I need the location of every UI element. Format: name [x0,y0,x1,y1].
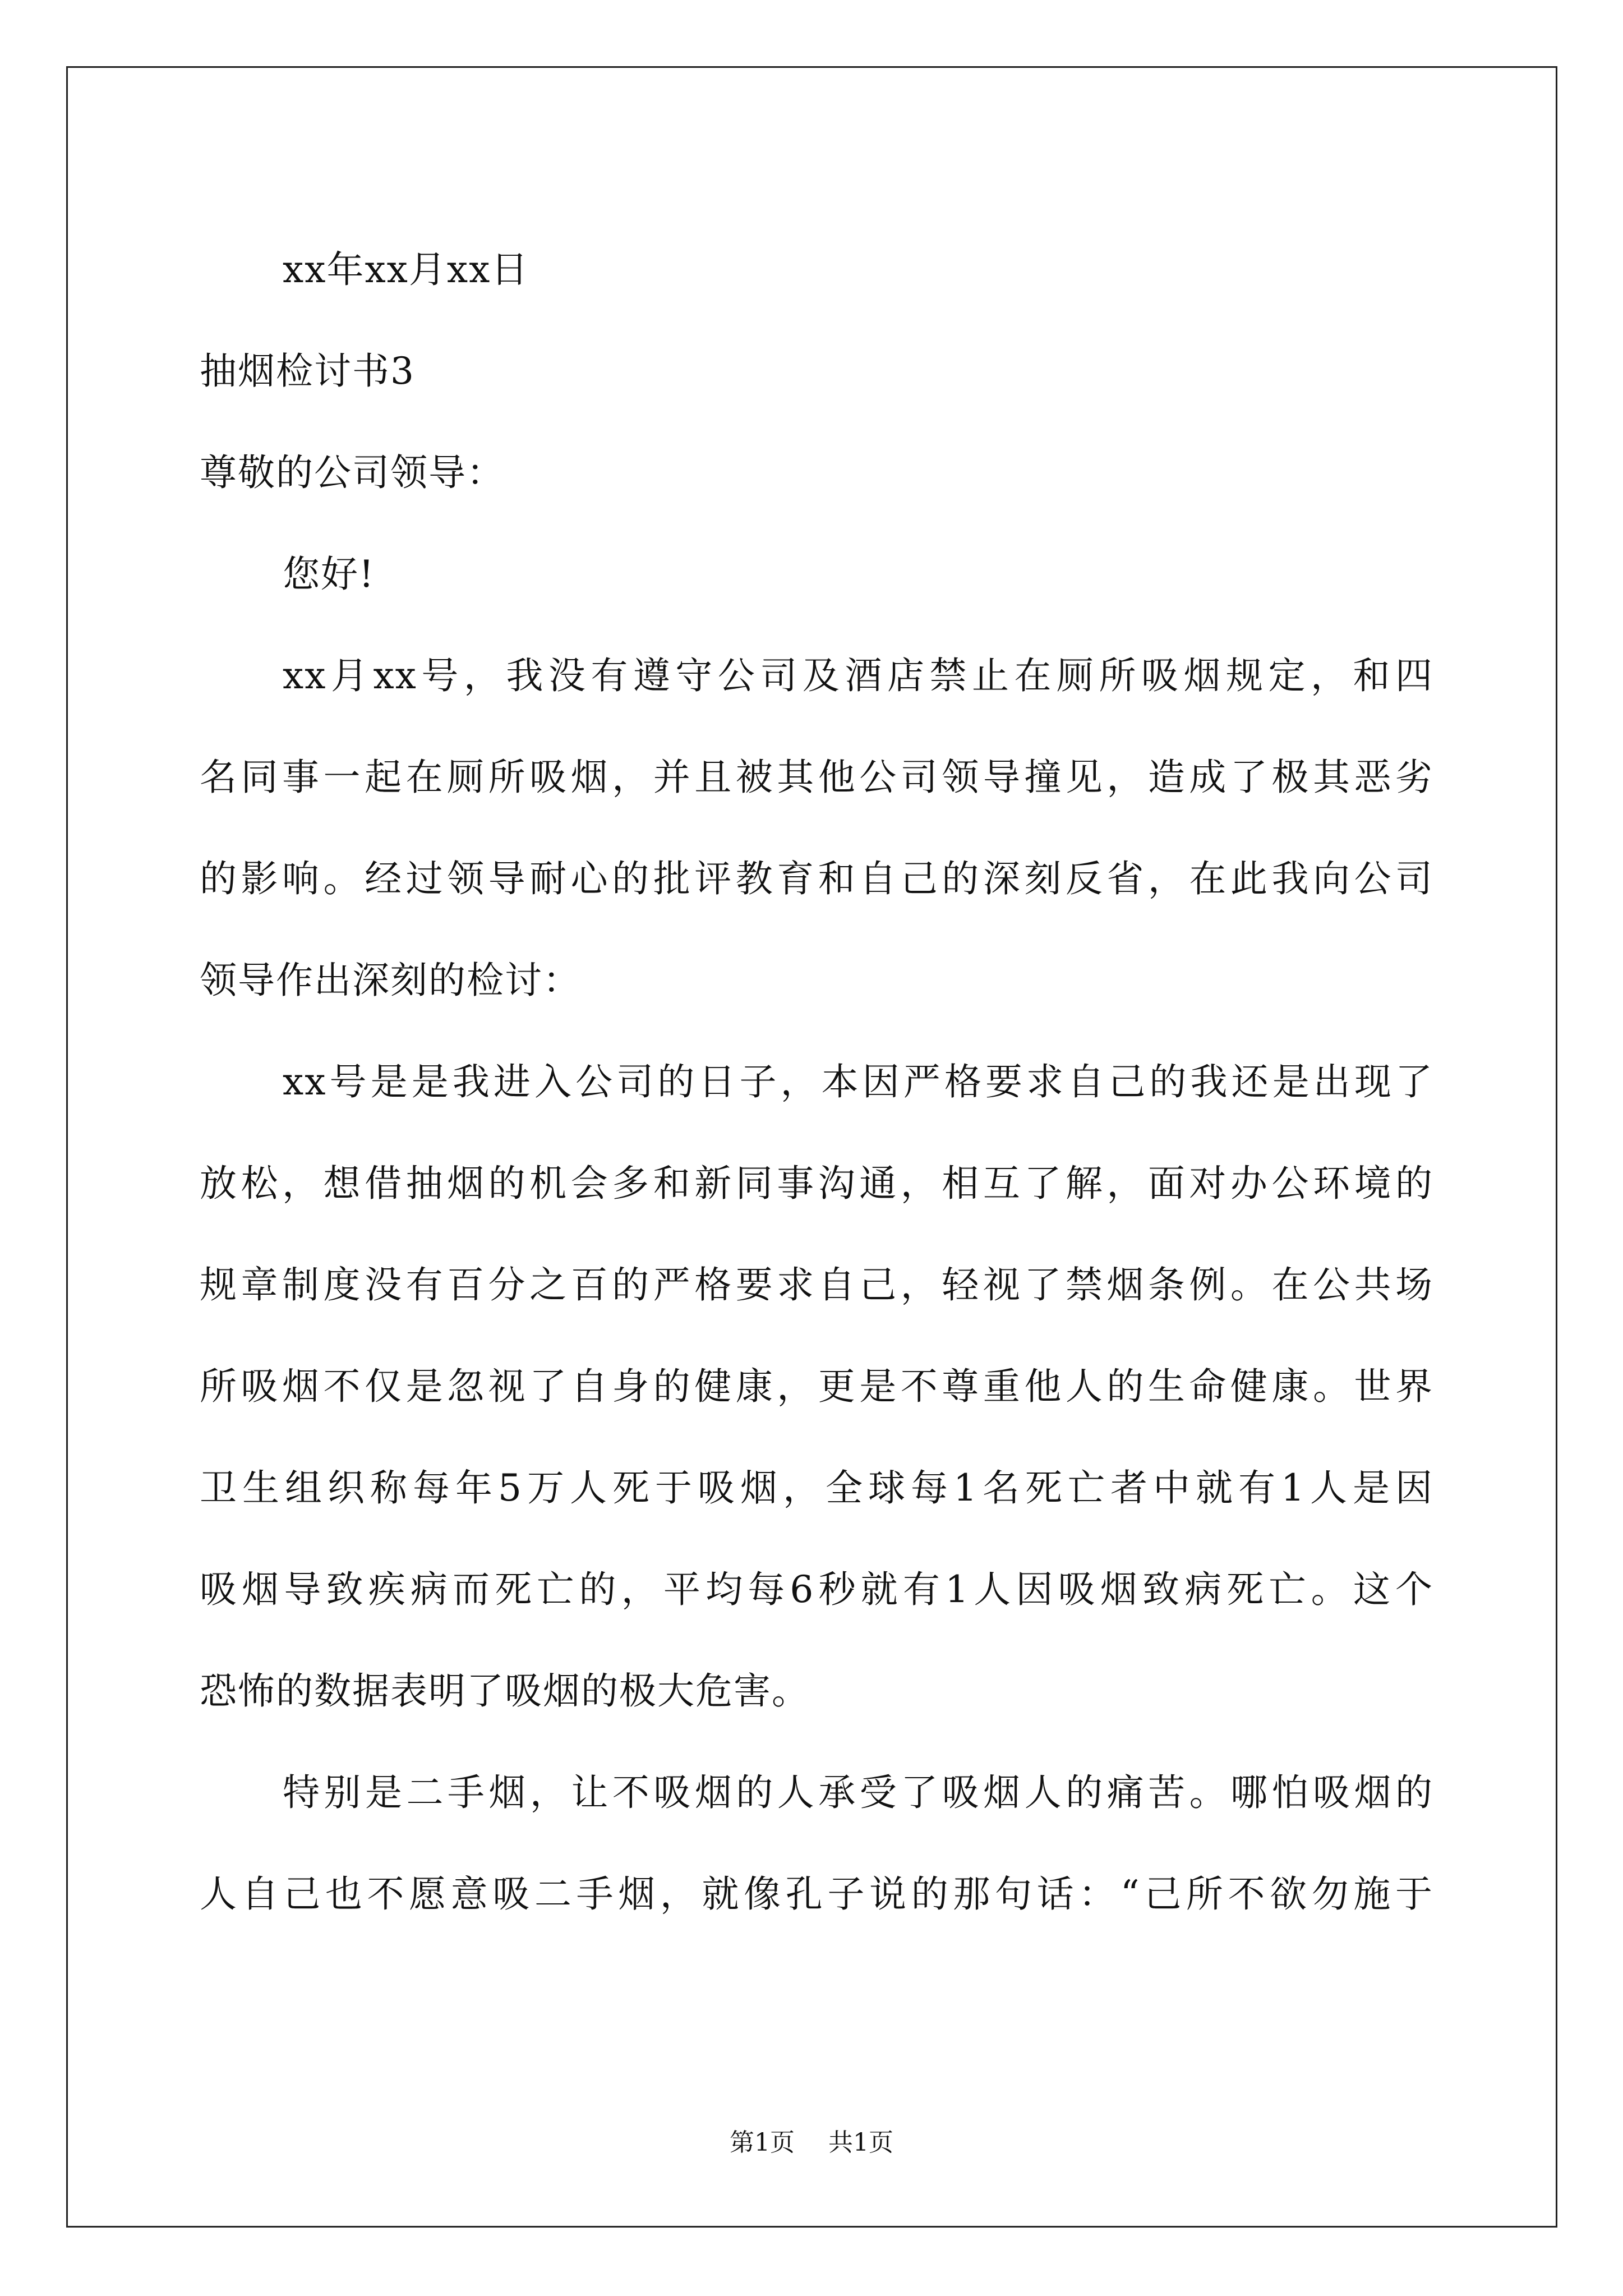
paragraph-line: 吸烟导致疾病而死亡的，平均每6秒就有1人因吸烟致病死亡。这个 [200,1568,1433,1611]
salutation: 尊敬的公司领导： [200,451,505,494]
paragraph-3 [200,1742,1433,1945]
paragraph-line: 卫生组织称每年5万人死于吸烟，全球每1名死亡者中就有1人是因 [200,1466,1433,1510]
paragraph-line: 名同事一起在厕所吸烟，并且被其他公司领导撞见，造成了极其恶劣 [200,756,1433,799]
paragraph-line: 放松，想借抽烟的机会多和新同事沟通，相互了解，面对办公环境的 [200,1162,1433,1205]
paragraph-1 [200,625,1433,1031]
paragraph-line: xx月xx号，我没有遵守公司及酒店禁止在厕所吸烟规定，和四 [283,654,1433,697]
document-title: 抽烟检讨书3 [200,349,415,393]
page-number-total: 共1页 [828,2128,893,2157]
paragraph-2 [200,1031,1433,1742]
document-body [200,219,1433,1945]
paragraph-line: xx号是是我进入公司的日子，本因严格要求自己的我还是出现了 [283,1060,1433,1103]
page-number-current: 第1页 [730,2128,795,2157]
paragraph-line: 恐怖的数据表明了吸烟的极大危害。 [200,1669,810,1713]
paragraph-line: 领导作出深刻的检讨： [200,959,581,1002]
paragraph-line: 所吸烟不仅是忽视了自身的健康，更是不尊重他人的生命健康。世界 [200,1365,1433,1408]
page-footer [0,2126,1623,2160]
paragraph-line: 特别是二手烟，让不吸烟的人承受了吸烟人的痛苦。哪怕吸烟的 [283,1771,1433,1814]
paragraph-line: 人自己也不愿意吸二手烟，就像孔子说的那句话：“己所不欲勿施于 [200,1872,1433,1916]
paragraph-line: 的影响。经过领导耐心的批评教育和自己的深刻反省，在此我向公司 [200,857,1433,900]
greeting: 您好! [283,553,375,596]
paragraph-line: 规章制度没有百分之百的严格要求自己，轻视了禁烟条例。在公共场 [200,1263,1433,1306]
date-line: xx年xx月xx日 [283,248,529,291]
